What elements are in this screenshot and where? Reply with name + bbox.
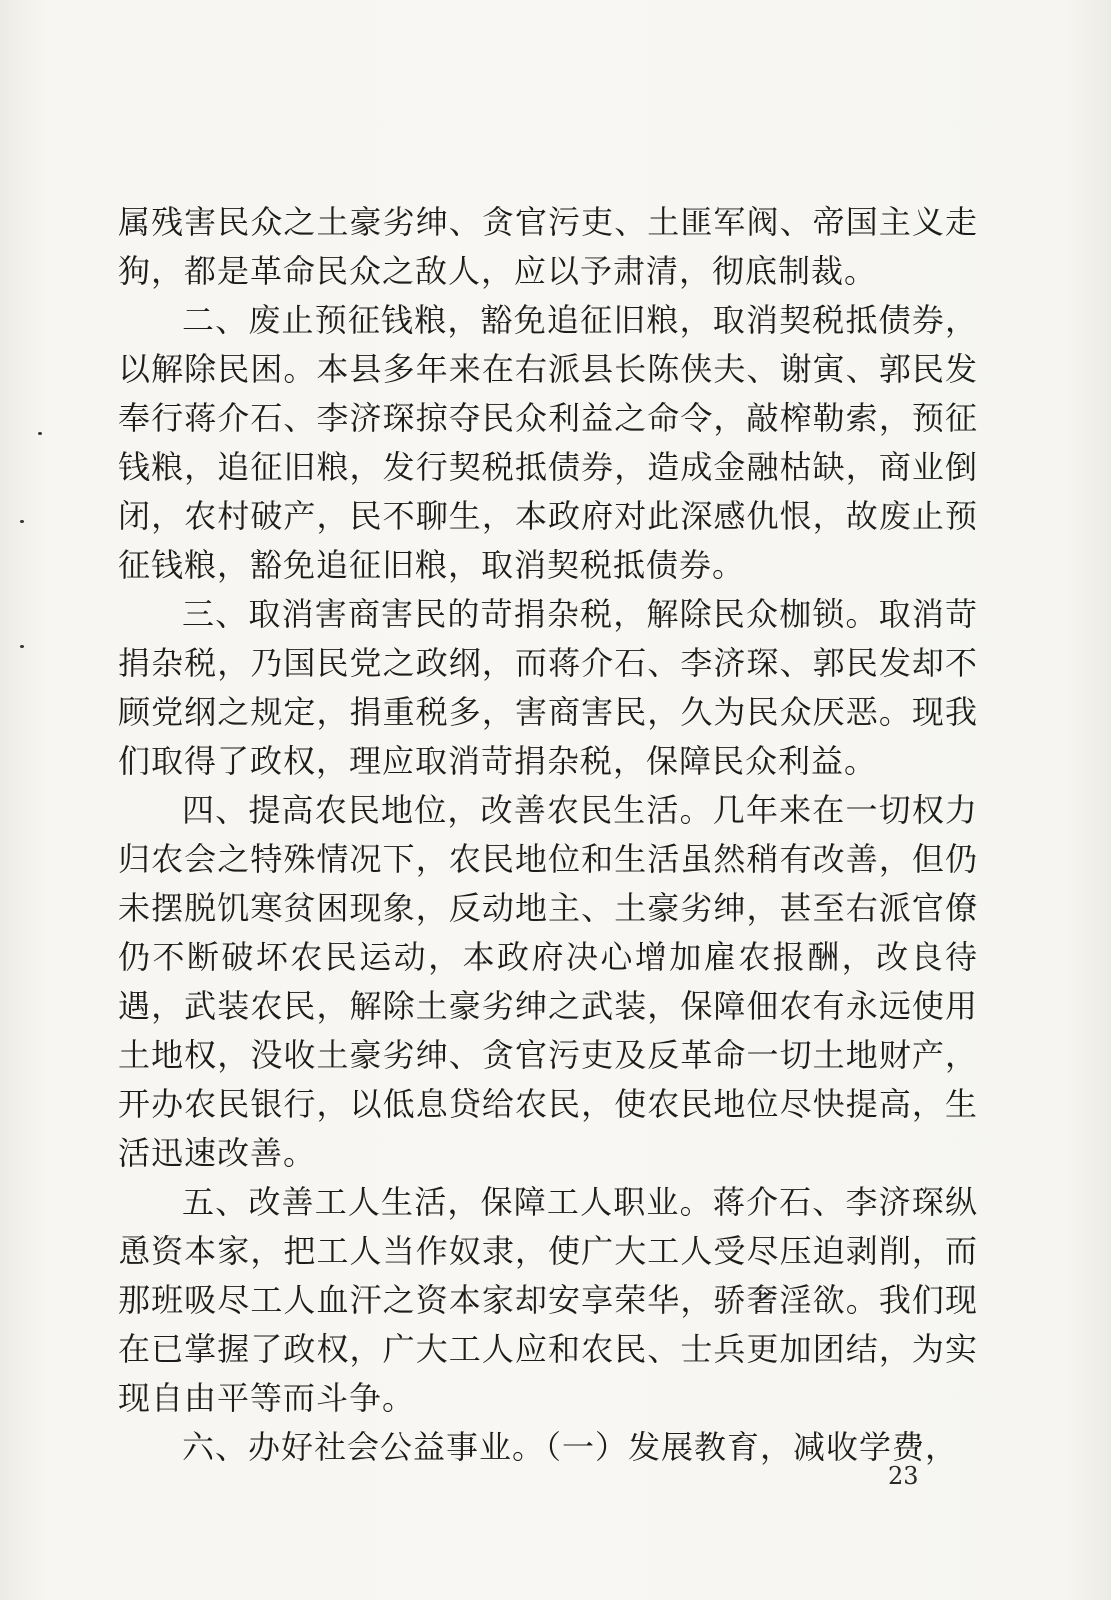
paragraph-continued: 属残害民众之土豪劣绅、贪官污吏、土匪军阀、帝国主义走狗，都是革命民众之敌人，应以予肃清，彻底制裁。: [118, 203, 978, 290]
page-number: 23: [888, 1462, 919, 1490]
page-body: [118, 198, 978, 1472]
scan-speck: [20, 645, 24, 648]
paragraph-item-4: 四、提高农民地位，改善农民生活。几年来在一切权力归农会之特殊情况下，农民地位和生活虽然稍有改善，但仍未摆脱饥寒贫困现象，反动地主、土豪劣绅，甚至右派官僚仍不断破坏农民运动，本政府决心增加雇农报酬，改良待遇，武装农民，解除土豪劣绅之武装，保障佃农有永远使用土地权，没收土豪劣绅、贪官污吏及反革命一切土地财产，开办农民银行，以低息贷给农民，使农民地位尽快提高，生活迅速改善。: [118, 791, 978, 1172]
scan-speck: [20, 520, 24, 523]
scan-speck: [38, 432, 42, 435]
paragraph-item-3: 三、取消害商害民的苛捐杂税，解除民众枷锁。取消苛捐杂税，乃国民党之政纲，而蒋介石、李济琛、郭民发却不顾党纲之规定，捐重税多，害商害民，久为民众厌恶。现我们取得了政权，理应取消苛捐杂税，保障民众利益。: [118, 595, 978, 780]
paragraph-item-6: 六、办好社会公益事业。（一）发展教育，减收学费，: [182, 1428, 959, 1466]
paragraph-item-2: 二、废止预征钱粮，豁免追征旧粮，取消契税抵债券，以解除民困。本县多年来在右派县长陈侠夫、谢寅、郭民发奉行蒋介石、李济琛掠夺民众利益之命令，敲榨勒索，预征钱粮，追征旧粮，发行契税抵债券，造成金融枯缺，商业倒闭，农村破产，民不聊生，本政府对此深感仇恨，故废止预征钱粮，豁免追征旧粮，取消契税抵债券。: [118, 301, 978, 584]
paragraph-item-5: 五、改善工人生活，保障工人职业。蒋介石、李济琛纵恿资本家，把工人当作奴隶，使广大工人受尽压迫剥削，而那班吸尽工人血汗之资本家却安享荣华，骄奢淫欲。我们现在已掌握了政权，广大工人应和农民、士兵更加团结，为实现自由平等而斗争。: [118, 1183, 978, 1417]
